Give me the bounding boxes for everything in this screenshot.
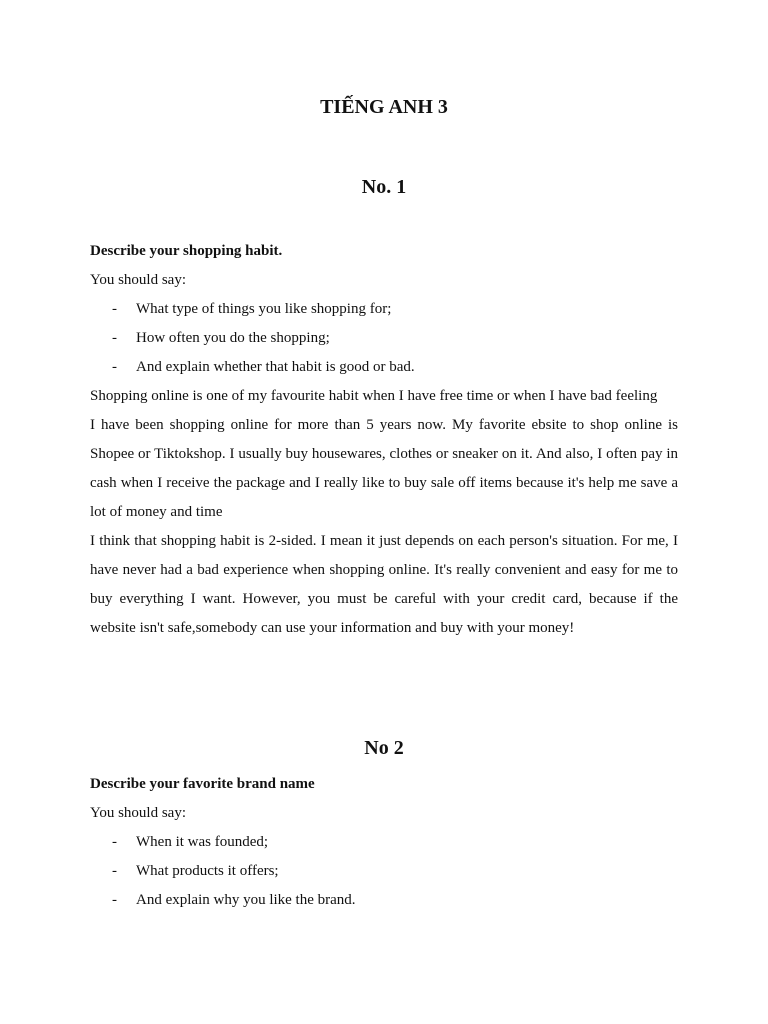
section-1-question: Describe your shopping habit.: [90, 243, 283, 259]
point-text: What products it offers;: [136, 863, 279, 879]
section-1-body: [90, 237, 678, 643]
section-1-points: [90, 295, 678, 382]
section-2-prompt: You should say:: [90, 805, 186, 821]
bullet-dash: -: [112, 330, 117, 346]
bullet-dash: -: [112, 863, 117, 879]
list-item: [90, 886, 678, 915]
bullet-dash: -: [112, 834, 117, 850]
answer-paragraph: I have been shopping online for more than 5 years now. My favorite ebsite to shop online is Shopee or Tiktokshop. I usually buy housewares, clothes or sneaker on it. And also, I often pay in cash when I receive the package and I really like to buy sale off items because it's help me save a lot of money and time: [90, 417, 678, 520]
section-1-prompt: You should say:: [90, 272, 186, 288]
bullet-dash: -: [112, 359, 117, 375]
list-item: [90, 295, 678, 324]
bullet-dash: -: [112, 301, 117, 317]
list-item: [90, 828, 678, 857]
section-2-title: No 2: [364, 737, 404, 759]
point-text: How often you do the shopping;: [136, 330, 330, 346]
section-2-question: Describe your favorite brand name: [90, 776, 315, 792]
point-text: When it was founded;: [136, 834, 269, 850]
document-title: TIẾNG ANH 3: [320, 96, 448, 118]
section-2-body: [90, 770, 678, 915]
section-2-points: [90, 828, 678, 915]
answer-paragraph: I think that shopping habit is 2-sided. I mean it just depends on each person's situation. For me, I have never had a bad experience when shopping online. It's really convenient and easy for me to buy everything I want. However, you must be careful with your credit card, because if the website isn't safe,somebody can use your information and buy with your money!: [90, 533, 678, 636]
point-text: What type of things you like shopping for;: [136, 301, 392, 317]
answer-paragraph: Shopping online is one of my favourite habit when I have free time or when I have bad feeling: [90, 388, 658, 404]
point-text: And explain whether that habit is good or bad.: [136, 359, 415, 375]
bullet-dash: -: [112, 892, 117, 908]
section-1-title: No. 1: [361, 176, 407, 198]
list-item: [90, 353, 678, 382]
list-item: [90, 857, 678, 886]
list-item: [90, 324, 678, 353]
point-text: And explain why you like the brand.: [136, 892, 356, 908]
